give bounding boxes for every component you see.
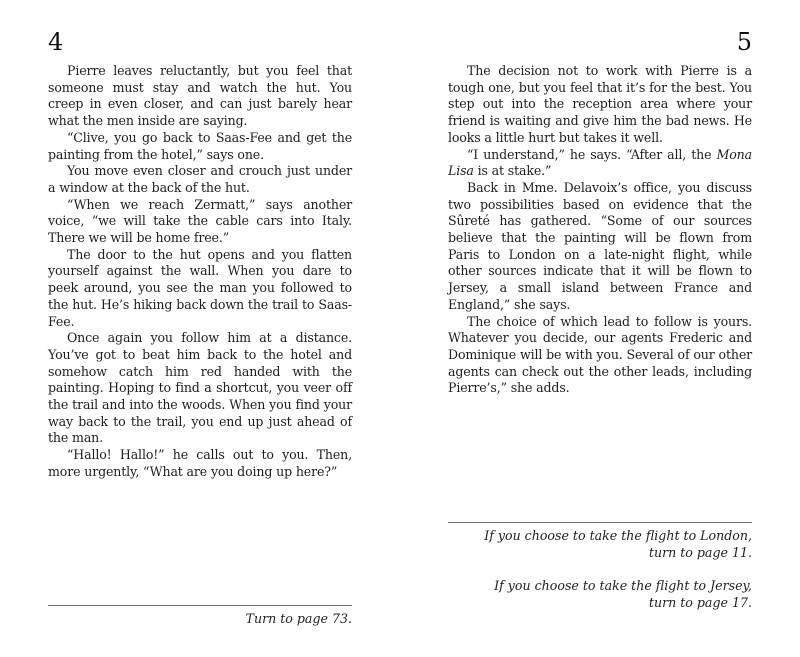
paragraph: The door to the hut opens and you flatten yourself against the wall. When you dare to peek around, you see the man you followed to the hut. He’s hiking back down the trail to Saas-Fee. [48, 246, 352, 329]
paragraph: “Clive, you go back to Saas-Fee and get the painting from the hotel,” says one. [48, 129, 352, 162]
paragraph: Pierre leaves reluctantly, but you feel that someone must stay and watch the hut. You creep in even closer, and can just barely hear what the men inside are saying. [48, 63, 352, 129]
page-number: 4 [48, 28, 64, 56]
choices-divider [448, 522, 752, 523]
page-body [448, 63, 752, 397]
left-page [48, 0, 352, 657]
page-body [48, 63, 352, 481]
quote-text: “I understand,” he says. “After all, the [467, 146, 717, 162]
page-number: 5 [736, 28, 752, 56]
paragraph: The choice of which lead to follow is yours. Whatever you decide, our agents Frederic and Dominique will be with you. Several of our other agents can check out the other leads, including Pierre’s,” she adds. [448, 313, 752, 396]
paragraph: Back in Mme. Delavoix’s office, you discuss two possibilities based on evidence that the Sûreté has gathered. “Some of our sources believe that the painting will be flown from Paris to London on a late-night flight, while other sources indicate that it will be flown to Jersey, a small island between France and England,” she says. [448, 179, 752, 312]
right-page [448, 0, 752, 657]
choice-instruction: turn to page 11. [648, 544, 752, 560]
paragraph: The decision not to work with Pierre is a tough one, but you feel that it’s for the best. You step out into the reception area where your friend is waiting and give him the bad news. He looks a little hurt but takes it well. [448, 63, 752, 145]
choice-condition: If you choose to take the flight to Jersey, [494, 578, 752, 593]
choice-condition: If you choose to take the flight to London, [484, 528, 752, 543]
paragraph: “Hallo! Hallo!” he calls out to you. Then, more urgently, “What are you doing up here?” [48, 447, 352, 479]
italic-title: Mona Lisa [448, 146, 752, 179]
choice-jersey[interactable] [448, 578, 752, 611]
footer-divider [48, 605, 352, 606]
choice-instruction: turn to page 17. [648, 594, 752, 610]
quote-text: is at stake.” [473, 163, 552, 179]
paragraph [448, 147, 752, 180]
paragraph: Once again you follow him at a distance. You’ve got to beat him back to the hotel and somehow catch him red handed with the painting. Hoping to find a shortcut, you veer off the trail and into the woods. When you find your way back to the trail, you end up just ahead of the man. [48, 330, 352, 446]
paragraph: You move even closer and crouch just under a window at the back of the hut. [48, 163, 352, 195]
paragraph: “When we reach Zermatt,” says another voice, “we will take the cable cars into Italy. There we will be home free.” [48, 196, 352, 246]
turn-to-page-instruction[interactable] [48, 611, 352, 628]
choice-london[interactable] [448, 528, 752, 561]
instruction-text: Turn to page 73. [245, 611, 352, 626]
